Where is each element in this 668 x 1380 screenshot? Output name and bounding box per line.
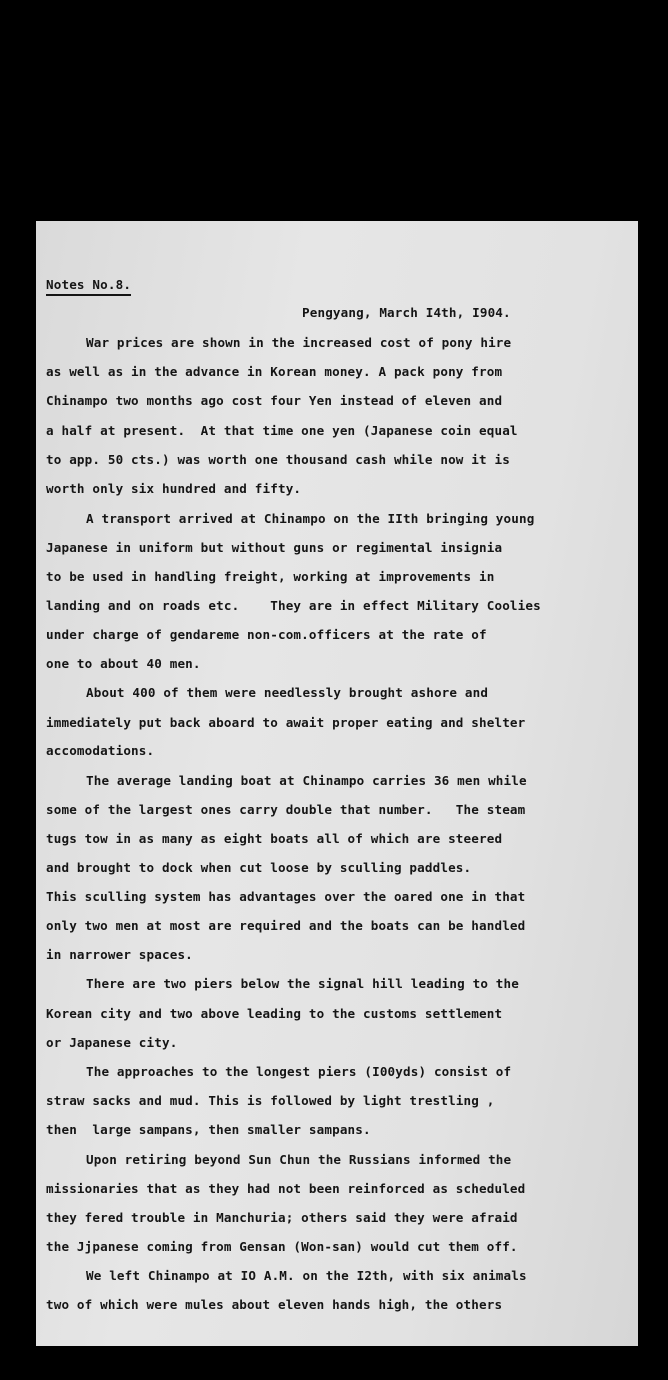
text-line: two of which were mules about eleven hands high, the others	[46, 1297, 503, 1312]
text-line: immediately put back aboard to await proper eating and shelter	[46, 715, 526, 730]
text-line: straw sacks and mud. This is followed by light trestling ,	[46, 1093, 495, 1108]
text-line: then large sampans, then smaller sampans.	[46, 1122, 371, 1137]
text-line: Korean city and two above leading to the customs settlement	[46, 1006, 503, 1021]
text-line: worth only six hundred and fifty.	[46, 481, 302, 496]
text-line: There are two piers below the signal hill leading to the	[86, 976, 519, 991]
text-line: We left Chinampo at IO A.M. on the I2th, with six animals	[86, 1268, 527, 1283]
text-line: to app. 50 cts.) was worth one thousand cash while now it is	[46, 452, 510, 467]
document-title: Notes No.8.	[46, 277, 131, 296]
text-line: missionaries that as they had not been reinforced as scheduled	[46, 1181, 526, 1196]
text-line: to be used in handling freight, working at improvements in	[46, 569, 495, 584]
text-line: the Jjpanese coming from Gensan (Won-san) would cut them off.	[46, 1239, 518, 1254]
text-line: Upon retiring beyond Sun Chun the Russians informed the	[86, 1152, 512, 1167]
text-line: as well as in the advance in Korean money. A pack pony from	[46, 364, 503, 379]
text-line: and brought to dock when cut loose by sculling paddles.	[46, 860, 472, 875]
document-page	[36, 221, 638, 1346]
text-line: some of the largest ones carry double that number. The steam	[46, 802, 526, 817]
text-line: in narrower spaces.	[46, 947, 193, 962]
text-line: A transport arrived at Chinampo on the IIth bringing young	[86, 511, 535, 526]
text-line: The approaches to the longest piers (I00yds) consist of	[86, 1064, 512, 1079]
text-line: they fered trouble in Manchuria; others said they were afraid	[46, 1210, 518, 1225]
text-line: Chinampo two months ago cost four Yen instead of eleven and	[46, 393, 503, 408]
text-line: accomodations.	[46, 743, 155, 758]
text-line: a half at present. At that time one yen (Japanese coin equal	[46, 423, 518, 438]
text-line: About 400 of them were needlessly brought ashore and	[86, 685, 489, 700]
text-line: Japanese in uniform but without guns or regimental insignia	[46, 540, 503, 555]
text-line: The average landing boat at Chinampo carries 36 men while	[86, 773, 527, 788]
text-line: under charge of gendareme non-com.officers at the rate of	[46, 627, 487, 642]
text-line: one to about 40 men.	[46, 656, 201, 671]
text-line: or Japanese city.	[46, 1035, 178, 1050]
dateline: Pengyang, March I4th, I904.	[302, 305, 511, 320]
text-line: This sculling system has advantages over the oared one in that	[46, 889, 526, 904]
text-line: tugs tow in as many as eight boats all of which are steered	[46, 831, 503, 846]
text-line: landing and on roads etc. They are in effect Military Coolies	[46, 598, 541, 613]
text-line: War prices are shown in the increased cost of pony hire	[86, 335, 512, 350]
text-line: only two men at most are required and the boats can be handled	[46, 918, 526, 933]
